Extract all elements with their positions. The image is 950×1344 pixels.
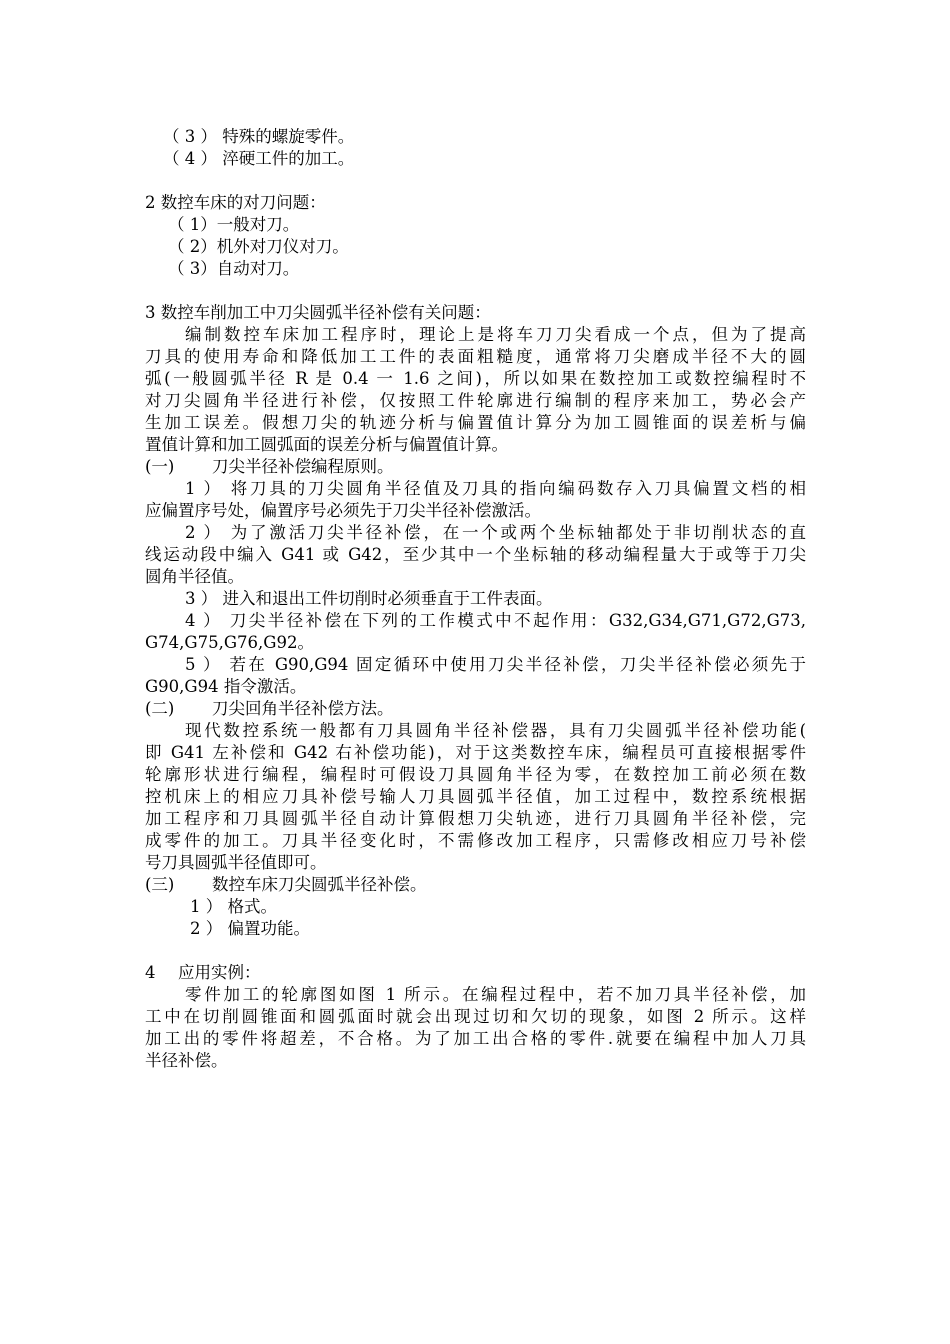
list-item: （ 3 ） 特殊的螺旋零件。	[163, 127, 355, 146]
paragraph-line: 现代数控系统一般都有刀具圆角半径补偿器，具有刀尖圆弧半径补偿功能(	[185, 721, 806, 740]
paragraph-line: 弧(一般圆弧半径 R 是 0.4 一 1.6 之间)，所以如果在数控加工或数控编程时不	[145, 369, 806, 388]
section-heading: 3 数控车削加工中刀尖圆弧半径补偿有关问题：	[145, 303, 491, 322]
section-number: 4	[145, 963, 156, 982]
paragraph-line: 即 G41 左补偿和 G42 右补偿功能)，对于这类数控车床，编程员可直接根据零件	[145, 743, 806, 762]
paragraph-line: 生加工误差。假想刀尖的轨迹分析与偏置值计算分为加工圆锥面的误差析与偏	[145, 413, 806, 432]
subheading-number: (三)	[145, 875, 175, 894]
paragraph-line: 加工出的零件将超差，不合格。为了加工出合格的零件.就要在编程中加人刀具	[145, 1029, 806, 1048]
list-item: （ 1）一般对刀。	[168, 215, 300, 234]
paragraph-line: G74,G75,G76,G92。	[145, 633, 314, 652]
paragraph-line: 3 ） 进入和退出工件切削时必须垂直于工件表面。	[185, 589, 553, 608]
list-item: 1 ） 格式。	[190, 897, 277, 916]
paragraph-line: 2 ） 为了激活刀尖半径补偿，在一个或两个坐标轴都处于非切削状态的直	[185, 523, 806, 542]
paragraph-line: 1 ） 将刀具的刀尖圆角半径值及刀具的指向编码数存入刀具偏置文档的相	[185, 479, 806, 498]
paragraph-line: 成零件的加工。刀具半径变化时，不需修改加工程序，只需修改相应刀号补偿	[145, 831, 806, 850]
subheading-number: (二)	[145, 699, 175, 718]
paragraph-line: 置值计算和加工圆弧面的误差分析与偏置值计算。	[145, 435, 508, 454]
subheading-text: 刀尖回角半径补偿方法。	[212, 699, 394, 718]
paragraph-line: 工中在切削圆锥面和圆弧面时就会出现过切和欠切的现象，如图 2 所示。这样	[145, 1007, 806, 1026]
paragraph-line: 圆角半径值。	[145, 567, 244, 586]
paragraph-line: 线运动段中编入 G41 或 G42，至少其中一个坐标轴的移动编程量大于或等于刀尖	[145, 545, 806, 564]
paragraph-line: G90,G94 指令激活。	[145, 677, 307, 696]
paragraph-line: 轮廓形状进行编程，编程时可假设刀具圆角半径为零，在数控加工前必须在数	[145, 765, 806, 784]
list-item: 2 ） 偏置功能。	[190, 919, 310, 938]
paragraph-line: 5 ） 若在 G90,G94 固定循环中使用刀尖半径补偿，刀尖半径补偿必须先于	[185, 655, 806, 674]
paragraph-line: 号刀具圆弧半径值即可。	[145, 853, 327, 872]
section-heading: 2 数控车床的对刀问题：	[145, 193, 326, 212]
paragraph-line: 应偏置序号处，偏置序号必须先于刀尖半径补偿激活。	[145, 501, 541, 520]
paragraph-line: 控机床上的相应刀具补偿号输人刀具圆弧半径值，加工过程中，数控系统根据	[145, 787, 806, 806]
subheading-text: 刀尖半径补偿编程原则。	[212, 457, 394, 476]
list-item: （ 4 ） 淬硬工件的加工。	[163, 149, 355, 168]
subheading-number: (一)	[145, 457, 175, 476]
section-heading: 应用实例：	[178, 963, 261, 982]
paragraph-line: 4 ） 刀尖半径补偿在下列的工作模式中不起作用：G32,G34,G71,G72,G73,	[185, 611, 806, 630]
paragraph-line: 编制数控车床加工程序时，理论上是将车刀刀尖看成一个点，但为了提高	[185, 325, 806, 344]
list-item: （ 3）自动对刀。	[168, 259, 300, 278]
paragraph-line: 对刀尖圆角半径进行补偿，仅按照工件轮廓进行编制的程序来加工，势必会产	[145, 391, 806, 410]
paragraph-line: 刀具的使用寿命和降低加工工件的表面粗糙度，通常将刀尖磨成半径不大的圆	[145, 347, 806, 366]
paragraph-line: 半径补偿。	[145, 1051, 228, 1070]
subheading-text: 数控车床刀尖圆弧半径补偿。	[212, 875, 427, 894]
list-item: （ 2）机外对刀仪对刀。	[168, 237, 349, 256]
paragraph-line: 加工程序和刀具圆弧半径自动计算假想刀尖轨迹，进行刀具圆角半径补偿，完	[145, 809, 806, 828]
paragraph-line: 零件加工的轮廓图如图 1 所示。在编程过程中，若不加刀具半径补偿，加	[185, 985, 806, 1004]
